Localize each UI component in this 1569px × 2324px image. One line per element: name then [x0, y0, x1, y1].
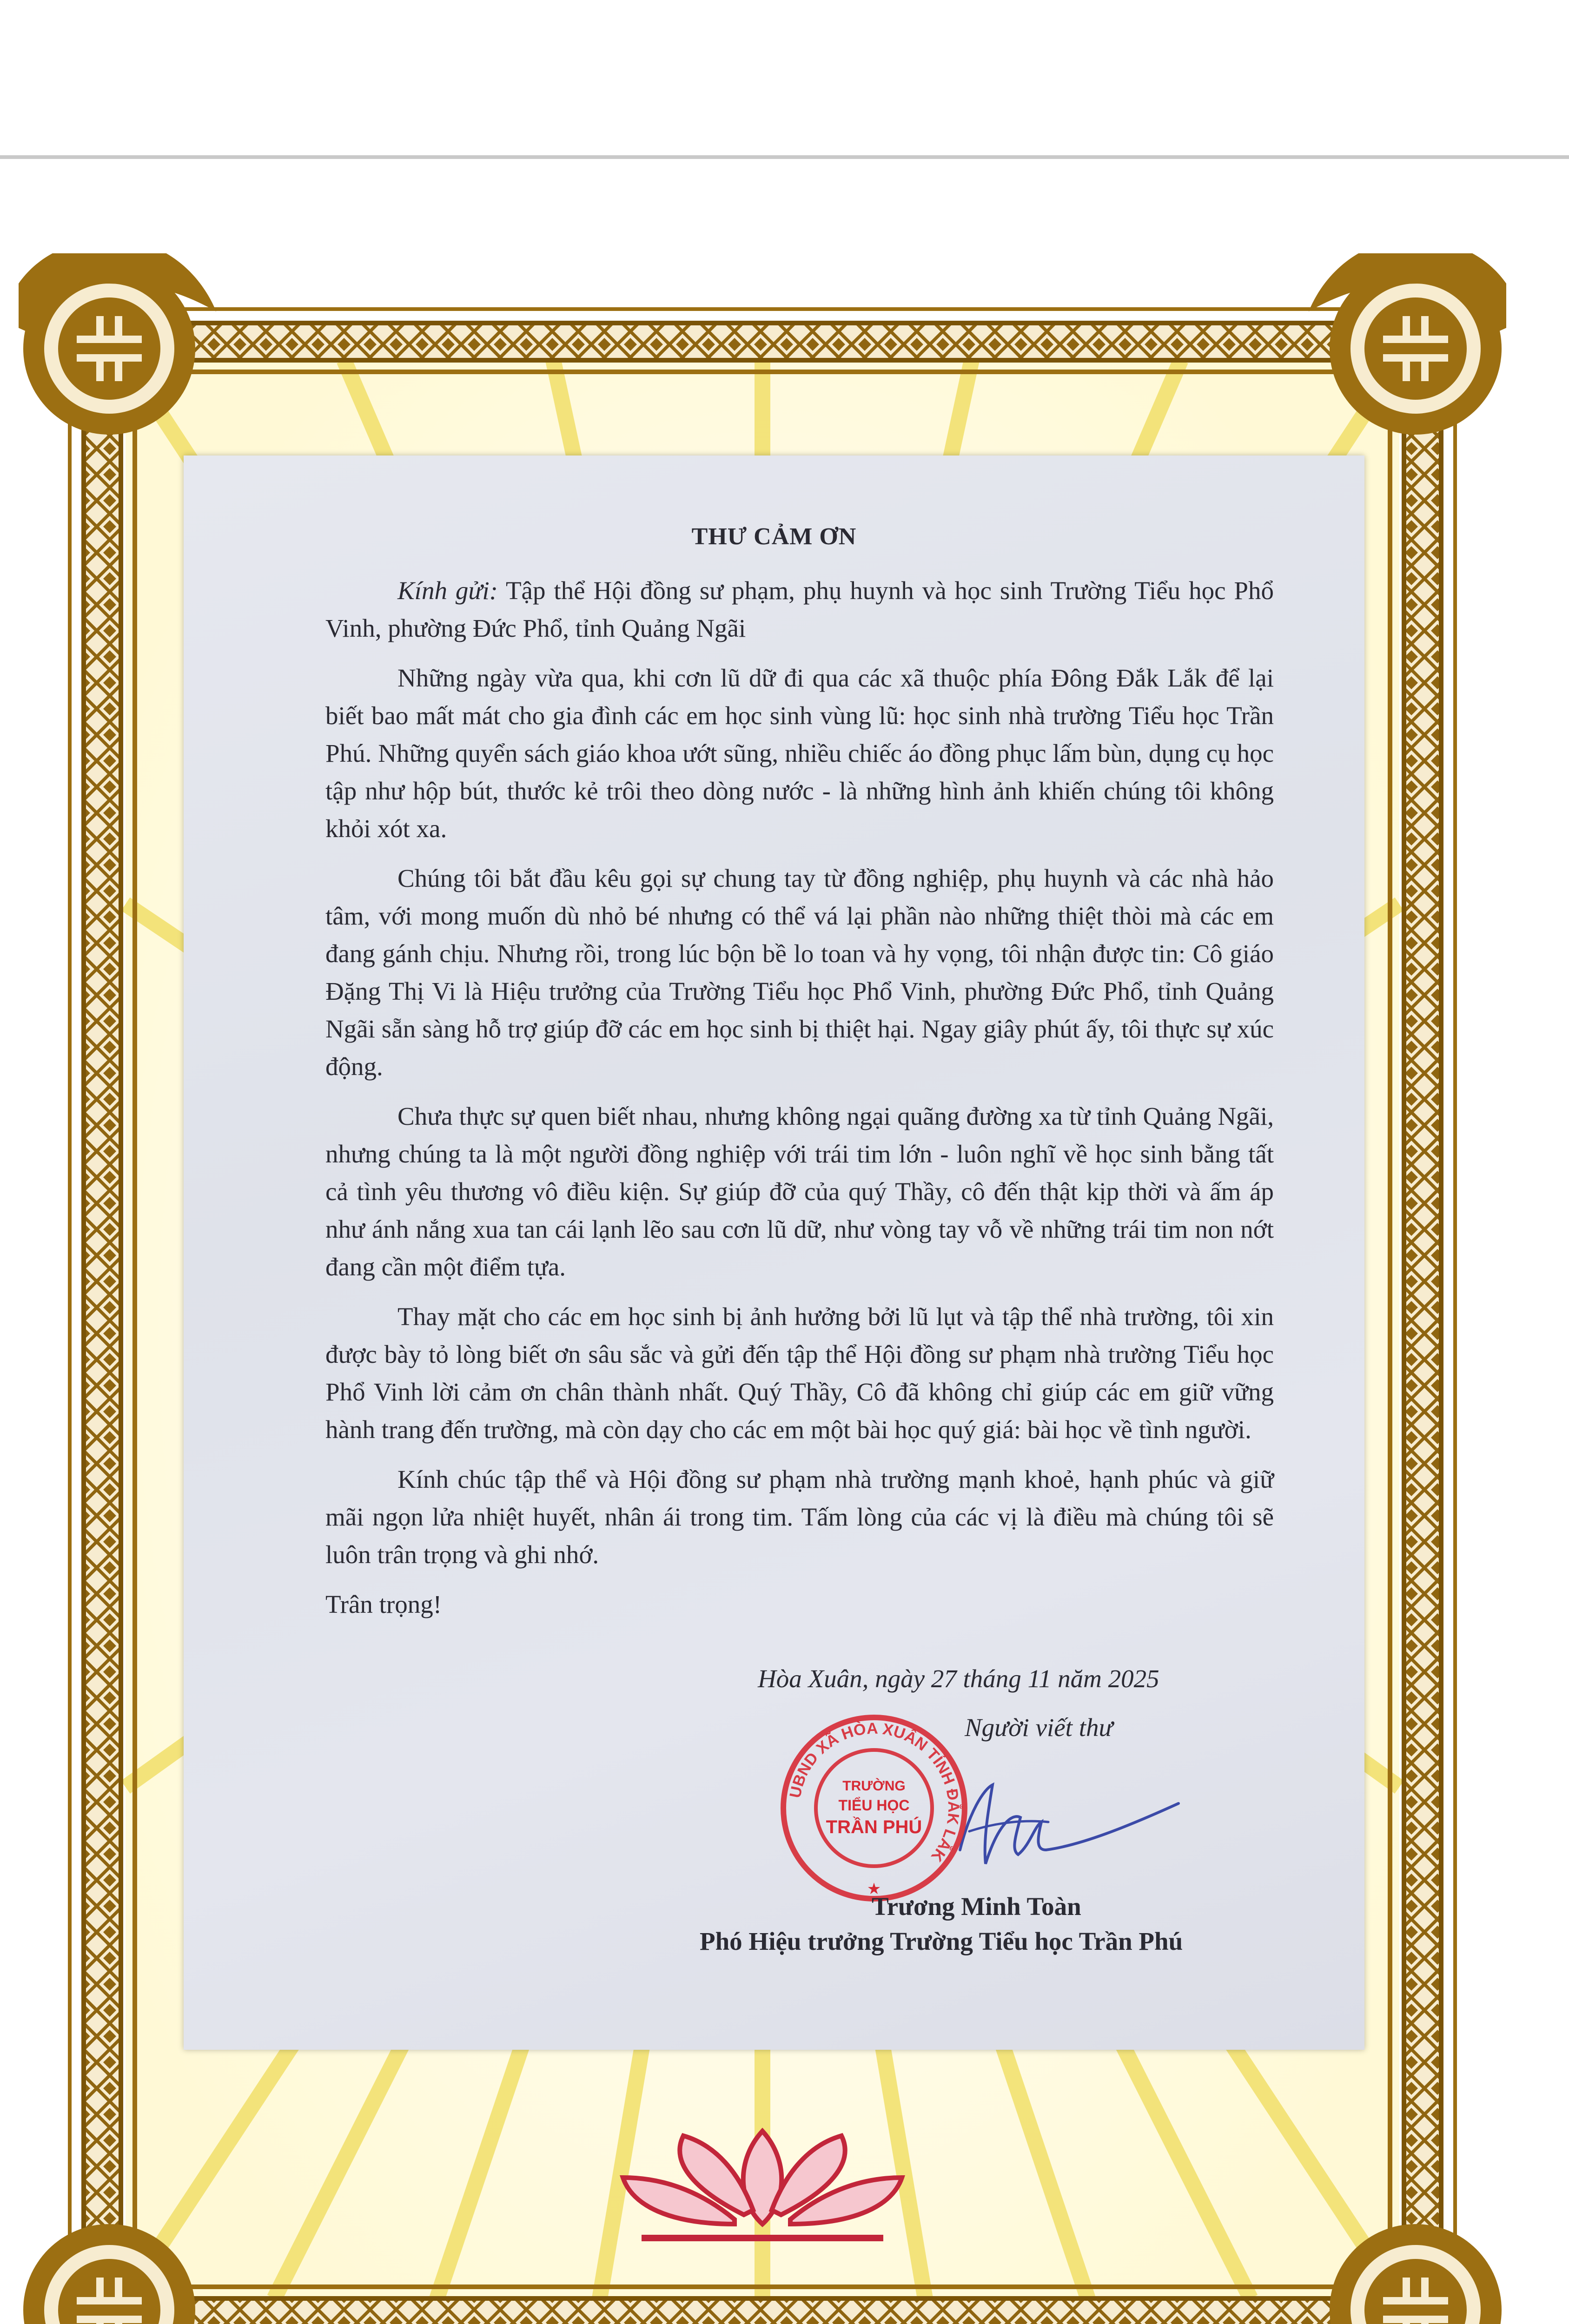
recipient-text: Tập thể Hội đồng sư phạm, phụ huynh và học sinh Trường Tiểu học Phổ Vinh, phường Đức Phổ, tỉnh Quảng Ngãi: [325, 576, 1274, 642]
recipient-label: Kính gửi:: [397, 576, 498, 605]
top-divider: [0, 155, 1569, 159]
paragraph-4: Thay mặt cho các em học sinh bị ảnh hưởng bởi lũ lụt và tập thể nhà trường, tôi xin được bày tỏ lòng biết ơn sâu sắc và gửi đến tập thể Hội đồng sư phạm nhà trường Tiểu học Phổ Vinh lời cảm ơn chân thành nhất. Quý Thầy, Cô đã không chỉ giúp các em giữ vững hành trang đến trường, mà còn dạy cho các em một bài học quý giá: bài học về tình người.: [325, 1302, 1274, 1444]
signer-name: Trương Minh Toàn: [872, 1892, 1081, 1921]
paragraph-2: Chúng tôi bắt đầu kêu gọi sự chung tay từ đồng nghiệp, phụ huynh và các nhà hảo tâm, với mong muốn dù nhỏ bé nhưng có thể vá lại phần nào những thiệt thòi mà các em đang gánh chịu. Nhưng rồi, trong lúc bộn bề lo toan và hy vọng, tôi nhận được tin: Cô giáo Đặng Thị Vi là Hiệu trưởng của Trường Tiểu học Phổ Vinh, phường Đức Phổ, tỉnh Quảng Ngãi sẵn sàng hỗ trợ giúp đỡ các em học sinh bị thiệt hại. Ngay giây phút ấy, tôi thực sự xúc động.: [325, 864, 1274, 1081]
svg-text:TRƯỜNG: TRƯỜNG: [842, 1778, 906, 1794]
writer-role: Người viết thư: [965, 1713, 1113, 1742]
letter-title: THƯ CẢM ƠN: [691, 523, 857, 550]
paragraph-5: Kính chúc tập thể và Hội đồng sư phạm nhà trường mạnh khoẻ, hạnh phúc và giữ mãi ngọn lửa nhiệt huyết, nhân ái trong tim. Tấm lòng của các vị là điều mà chúng tôi sẽ luôn trân trọng và ghi nhớ.: [325, 1465, 1274, 1569]
recipient-line: [325, 572, 1274, 647]
svg-text:TIỂU HỌC: TIỂU HỌC: [838, 1797, 910, 1814]
svg-text:★: ★: [867, 1880, 881, 1898]
school-seal-stamp: [776, 1710, 972, 1906]
signer-title: Phó Hiệu trưởng Trường Tiểu học Trần Phú: [700, 1927, 1183, 1955]
paragraph-1: Những ngày vừa qua, khi cơn lũ dữ đi qua các xã thuộc phía Đông Đắk Lắk để lại biết bao mất mát cho gia đình các em học sinh vùng lũ: học sinh nhà trường Tiểu học Trần Phú. Những quyển sách giáo khoa ướt sũng, nhiều chiếc áo đồng phục lấm bùn, dụng cụ học tập như hộp bút, thước kẻ trôi theo dòng nước - là những hình ảnh khiến chúng tôi không khỏi xót xa.: [325, 664, 1274, 843]
closing-line: Trân trọng!: [325, 1590, 442, 1618]
thank-you-letter: [184, 456, 1364, 2050]
svg-text:UBND XÃ HÒA XUÂN TỈNH ĐẮK LẮK: UBND XÃ HÒA XUÂN TỈNH ĐẮK LẮK: [786, 1719, 963, 1865]
paragraph-3: Chưa thực sự quen biết nhau, nhưng không ngại quãng đường xa từ tỉnh Quảng Ngãi, nhưng chúng ta là một người đồng nghiệp với trái tim lớn - luôn nghĩ về học sinh bằng tất cả tình yêu thương vô điều kiện. Sự giúp đỡ của quý Thầy, cô đến thật kịp thời và ấm áp như ánh nắng xua tan cái lạnh lẽo sau cơn lũ dữ, như vòng tay vỗ về những trái tim non nớt đang cần một điểm tựa.: [325, 1102, 1274, 1281]
place-date: Hòa Xuân, ngày 27 tháng 11 năm 2025: [758, 1664, 1159, 1693]
letter-body: [325, 572, 1274, 1635]
handwritten-signature: [941, 1771, 1183, 1878]
svg-text:TRẦN PHÚ: TRẦN PHÚ: [826, 1817, 922, 1837]
